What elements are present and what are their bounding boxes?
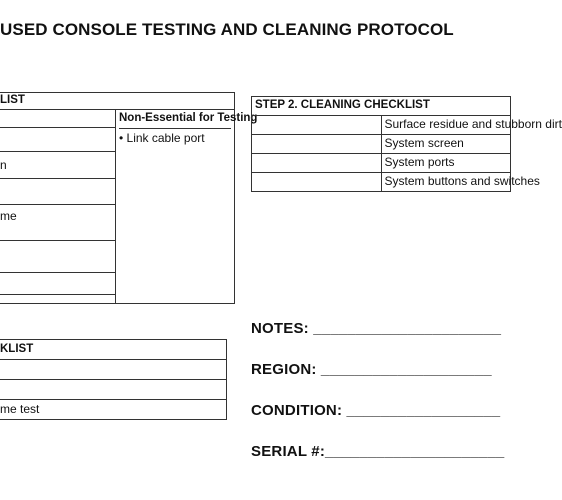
step1-left-cell [0, 241, 116, 273]
step3-checklist-table [0, 339, 227, 420]
step2-item: System screen [381, 135, 511, 154]
step2-checkbox-cell[interactable] [252, 154, 382, 173]
step2-checkbox-cell[interactable] [252, 135, 382, 154]
step1-left-cell [0, 179, 116, 205]
region-field[interactable]: REGION: ____________________ [251, 361, 492, 378]
step1-left-cell [0, 273, 116, 295]
step3-row [0, 380, 227, 400]
step1-item: • Link cable port [119, 131, 205, 145]
step3-header: KLIST [0, 340, 227, 360]
step2-header: STEP 2. CLEANING CHECKLIST [252, 97, 511, 116]
step1-col-header: Non-Essential for Testing [119, 110, 231, 129]
step3-row: me test [0, 400, 227, 420]
step2-item: System buttons and switches [381, 173, 511, 192]
step3-row [0, 360, 227, 380]
step2-cleaning-checklist-table [251, 96, 562, 192]
serial-field[interactable]: SERIAL #:_____________________ [251, 443, 505, 460]
notes-field[interactable]: NOTES: ______________________ [251, 320, 502, 337]
step2-checkbox-cell[interactable] [252, 116, 382, 135]
step2-item: Surface residue and stubborn dirt [381, 116, 511, 135]
step1-header: LIST [0, 93, 235, 110]
step1-left-cell: n [0, 152, 116, 179]
step1-left-cell [0, 128, 116, 152]
condition-field[interactable]: CONDITION: __________________ [251, 402, 501, 419]
step1-checklist-table [0, 92, 258, 304]
step1-left-cell: me [0, 205, 116, 241]
step2-checkbox-cell[interactable] [252, 173, 382, 192]
step2-item: System ports [381, 154, 511, 173]
step1-nonessential-column [116, 110, 258, 304]
page-title: USED CONSOLE TESTING AND CLEANING PROTOCOL [0, 20, 454, 39]
step1-left-cell [0, 110, 116, 128]
step1-left-cell [0, 295, 116, 304]
